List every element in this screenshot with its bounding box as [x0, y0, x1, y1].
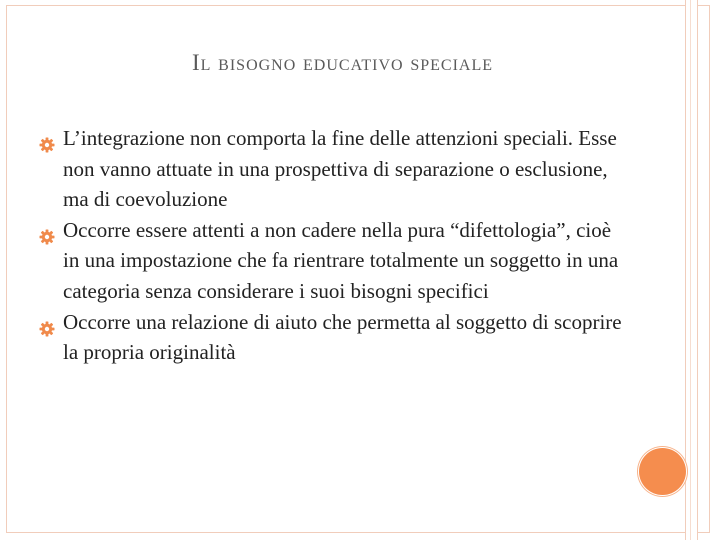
gear-icon — [39, 315, 55, 331]
accent-circle — [639, 448, 686, 495]
gear-icon — [39, 131, 55, 147]
bullet-text: Occorre essere attenti a non cadere nella pura “difettologia”, cioè in una impostazione che fa rientrare totalmente un soggetto in una categoria senza considerare i suoi bisogni specifici — [63, 217, 619, 303]
decorative-side-rail — [685, 0, 698, 540]
bullet-list — [30, 123, 630, 368]
bullet-item — [30, 123, 630, 215]
bullet-text: Occorre una relazione di aiuto che permetta al soggetto di scoprire la propria originalità — [63, 309, 622, 365]
slide-title: Il bisogno educativo speciale — [191, 50, 494, 75]
bullet-item — [30, 215, 630, 307]
decorative-rail-line — [690, 0, 691, 540]
bullet-item — [30, 307, 630, 368]
gear-icon — [39, 223, 55, 239]
bullet-text: L’integrazione non comporta la fine delle attenzioni speciali. Esse non vanno attuate in una prospettiva di separazione o esclusione, ma di coevoluzione — [63, 126, 617, 212]
